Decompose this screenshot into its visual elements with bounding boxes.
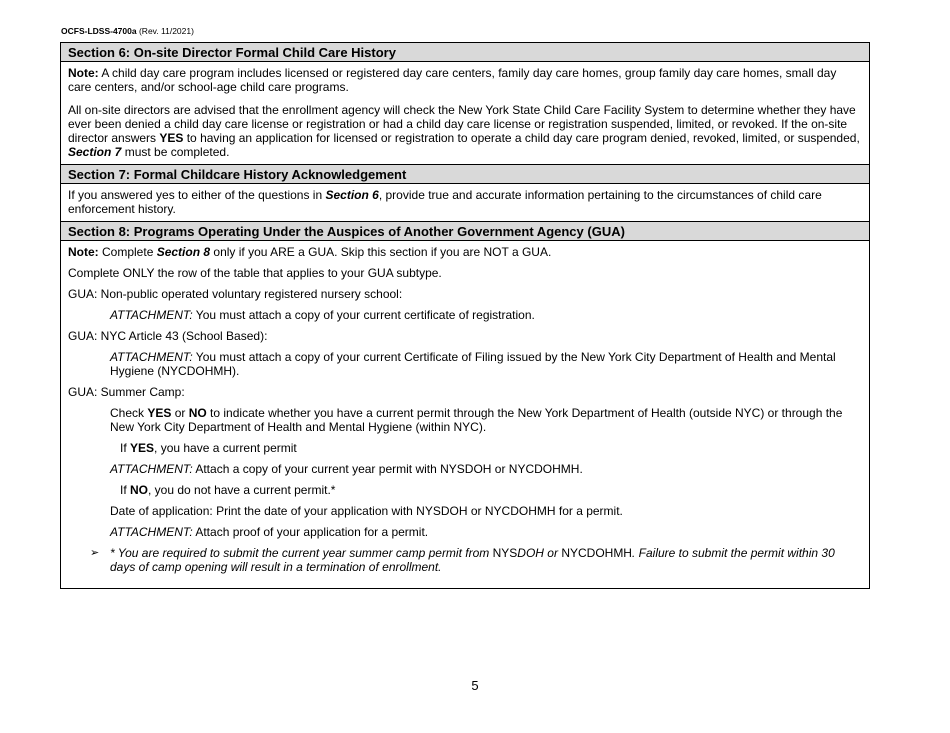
- gua-nursery-attachment: ATTACHMENT: You must attach a copy of your current certificate of registration.: [110, 308, 535, 322]
- form-body: [60, 42, 870, 589]
- section6-note: Note: A child day care program includes licensed or registered day care centers, family day care homes, group family day care homes, small day care centers, and/or school-age child care programs.: [68, 66, 837, 94]
- summer-camp-footnote: [68, 546, 862, 574]
- section8-note: Note: Complete Section 8 only if you ARE a GUA. Skip this section if you are NOT a GUA.: [68, 245, 552, 259]
- form-identifier: [61, 26, 194, 36]
- gua-nyc-article43: GUA: NYC Article 43 (School Based):: [68, 329, 268, 343]
- summer-camp-if-no: If NO, you do not have a current permit.*: [120, 483, 336, 497]
- footnote-text: * You are required to submit the current year summer camp permit from NYSDOH or NYCDOHMH. Failure to submit the permit within 30 days of camp opening will result in a termination of enrollment.: [110, 546, 835, 574]
- section7-content: [61, 184, 869, 222]
- gua-summer-camp: GUA: Summer Camp:: [68, 385, 185, 399]
- section7-header: Section 7: Formal Childcare History Acknowledgement: [61, 165, 869, 184]
- section7-text: If you answered yes to either of the questions in Section 6, provide true and accurate information pertaining to the circumstances of child care enforcement history.: [68, 188, 822, 216]
- summer-camp-proof-attachment: ATTACHMENT: Attach proof of your application for a permit.: [110, 525, 429, 539]
- page-number: 5: [471, 678, 479, 693]
- summer-camp-check-instruction: Check YES or NO to indicate whether you have a current permit through the New York Department of Health (outside NYC) or through the New York City Department of Health and Mental Hygiene (within NYC).: [110, 406, 843, 434]
- section8-content: [61, 241, 869, 574]
- form-revision: (Rev. 11/2021): [138, 26, 194, 36]
- section6-content: [61, 62, 869, 165]
- gua-article43-attachment: ATTACHMENT: You must attach a copy of your current Certificate of Filing issued by the New York City Department of Health and Mental Hygiene (NYCDOHMH).: [110, 350, 836, 378]
- section6-header: Section 6: On-site Director Formal Child Care History: [61, 43, 869, 62]
- summer-camp-date-of-application: Date of application: Print the date of your application with NYSDOH or NYCDOHMH for a permit.: [110, 504, 623, 518]
- form-code: OCFS-LDSS-4700a: [61, 26, 137, 36]
- gua-nursery-school: GUA: Non-public operated voluntary registered nursery school:: [68, 287, 403, 301]
- summer-camp-if-yes: If YES, you have a current permit: [120, 441, 297, 455]
- arrow-bullet-icon: ➢: [90, 547, 100, 559]
- section6-advisory: All on-site directors are advised that the enrollment agency will check the New York State Child Care Facility System to determine whether they have ever been denied a child day care license or registration or had a child day care license or registration suspended, limited, or revoked. If the on-site director answers YES to having an application for licensed or registration to operate a child day care program denied, revoked, limited, or suspended, Section 7 must be completed.: [68, 103, 860, 159]
- section8-header: Section 8: Programs Operating Under the Auspices of Another Government Agency (GUA): [61, 222, 869, 241]
- section8-complete-only: Complete ONLY the row of the table that applies to your GUA subtype.: [68, 266, 442, 280]
- summer-camp-permit-attachment: ATTACHMENT: Attach a copy of your current year permit with NYSDOH or NYCDOHMH.: [110, 462, 583, 476]
